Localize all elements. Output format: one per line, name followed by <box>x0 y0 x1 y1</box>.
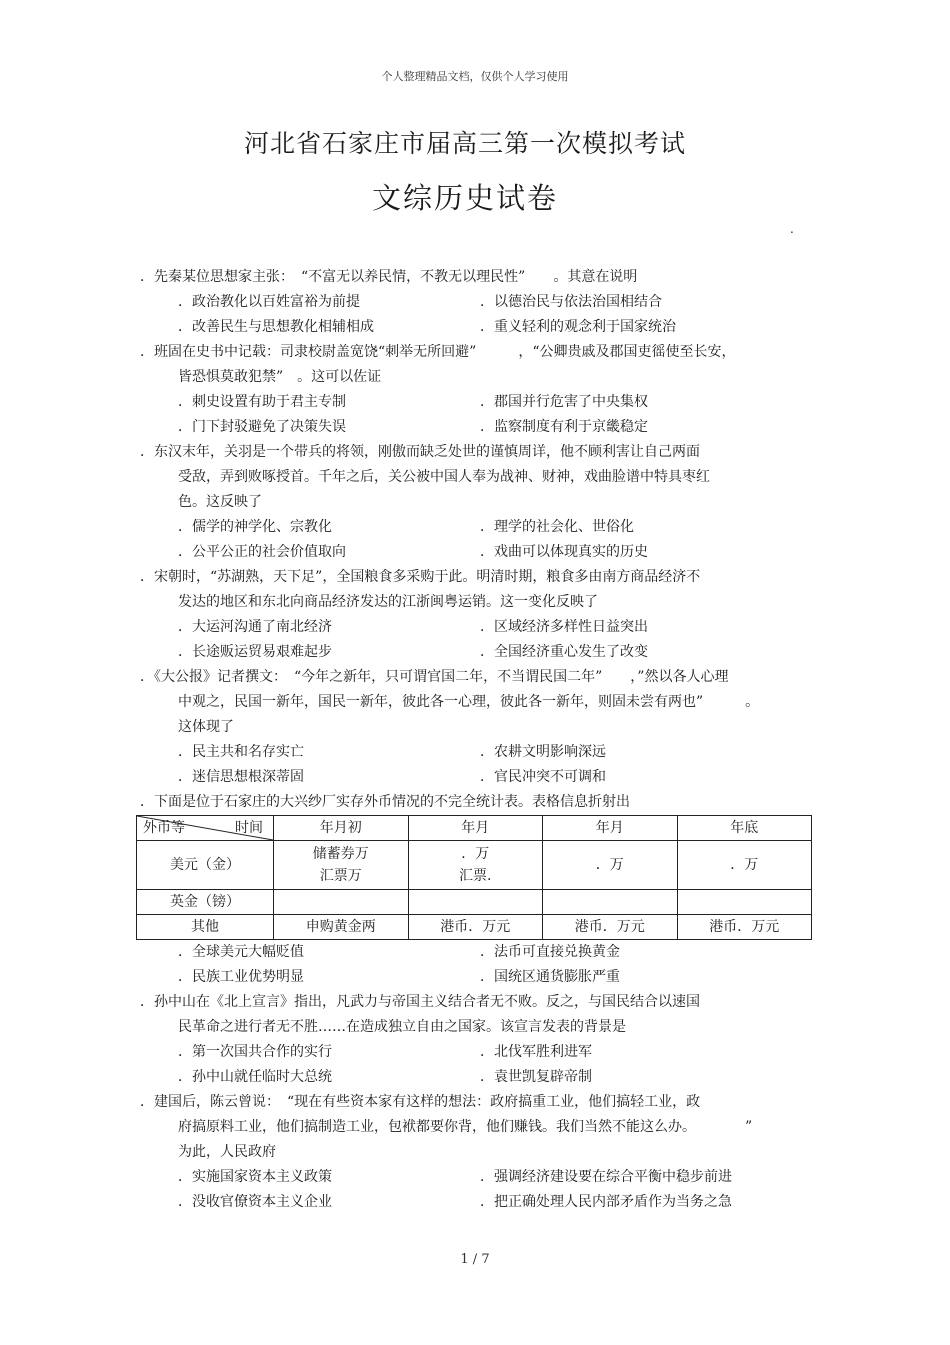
question-7 <box>140 990 820 1090</box>
option-row <box>140 615 820 640</box>
option-c: ．门下封驳避免了决策失误 <box>178 419 346 435</box>
option-c: ．没收官僚资本主义企业 <box>178 1194 332 1210</box>
question-4 <box>140 565 820 665</box>
question-2 <box>140 340 820 440</box>
row-label: 英金（镑） <box>137 890 274 915</box>
option-b: ．北伐军胜利进军 <box>480 1044 592 1060</box>
question-text: 发达的地区和东北向商品经济发达的江浙闽粤运销。这一变化反映了 <box>178 594 598 610</box>
option-row <box>140 1040 820 1065</box>
question-text: ．东汉末年，关羽是一个带兵的将领，刚傲而缺乏处世的谨慎周详，他不顾利害让自己两面 <box>140 444 700 460</box>
table-cell <box>677 890 812 915</box>
option-c: ．改善民生与思想教化相辅相成 <box>178 319 374 335</box>
option-b: ．农耕文明影响深远 <box>480 744 606 760</box>
question-5 <box>140 665 820 790</box>
option-a: ．政治教化以百姓富裕为前提 <box>178 294 360 310</box>
option-d: ．袁世凯复辟帝制 <box>480 1069 592 1085</box>
table-header-row <box>137 816 812 841</box>
option-row <box>140 415 820 440</box>
table-cell: 港币．万元 <box>677 915 812 940</box>
question-text: 为此，人民政府 <box>178 1144 276 1160</box>
cell-line: 汇票万 <box>319 868 362 884</box>
question-text: ．班固在史书中记载：司隶校尉盖宽饶“刺举无所回避” ，“公卿贵戚及郡国吏徭使至长安， <box>140 344 736 360</box>
cell-line: ．万 <box>461 846 490 862</box>
option-d: ．戏曲可以体现真实的历史 <box>480 544 648 560</box>
option-b: ．法币可直接兑换黄金 <box>480 944 620 960</box>
question-6 <box>140 790 820 990</box>
option-row <box>140 390 820 415</box>
question-text: 皆恐惧莫敢犯禁” 。这可以佐证 <box>178 369 382 385</box>
question-1 <box>140 265 820 340</box>
option-b: ．以德治民与依法治国相结合 <box>480 294 662 310</box>
question-text: 这体现了 <box>178 719 234 735</box>
question-8 <box>140 1090 820 1215</box>
question-list <box>140 265 820 1215</box>
page-header: 个人整理精品文档，仅供个人学习使用 <box>381 70 569 83</box>
question-3 <box>140 440 820 565</box>
option-row <box>140 740 820 765</box>
question-text: ．建国后，陈云曾说： “现在有些资本家有这样的想法：政府搞重工业，他们搞轻工业，政 <box>140 1094 701 1110</box>
option-row <box>140 640 820 665</box>
option-row <box>140 540 820 565</box>
table-cell: 港币．万元 <box>543 915 678 940</box>
exam-title: 河北省石家庄市届高三第一次模拟考试 <box>243 129 686 158</box>
table-row <box>137 915 812 940</box>
question-text: 府搞原料工业，他们搞制造工业，包袱都要你背，他们赚钱。我们当然不能这么办。 ” <box>178 1119 753 1135</box>
option-c: ．长途贩运贸易艰难起步 <box>178 644 332 660</box>
table-header: 年月 <box>408 816 543 841</box>
table-cell <box>543 890 678 915</box>
option-row <box>140 1165 820 1190</box>
table-header: 年月初 <box>274 816 409 841</box>
option-row <box>140 765 820 790</box>
option-row <box>140 515 820 540</box>
option-c: ．孙中山就任临时大总统 <box>178 1069 332 1085</box>
option-d: ．监察制度有利于京畿稳定 <box>480 419 648 435</box>
table-cell <box>274 841 409 890</box>
exam-subtitle: 文综历史试卷 <box>371 181 558 215</box>
question-text: 中观之，民国一新年，国民一新年，彼此各一心理，彼此各一新年，则固未尝有两也” 。 <box>178 694 760 710</box>
table-header: 年月 <box>543 816 678 841</box>
option-a: ．刺史设置有助于君主专制 <box>178 394 346 410</box>
table-corner-cell <box>137 816 274 841</box>
table-cell: ．万 <box>677 841 812 890</box>
table-cell: 申购黄金两 <box>274 915 409 940</box>
page-number: 1 / 7 <box>460 1252 490 1267</box>
currency-table <box>136 815 812 940</box>
option-d: ．全国经济重心发生了改变 <box>480 644 648 660</box>
corner-left-label: 外币等 <box>143 820 185 836</box>
option-c: ．民族工业优势明显 <box>178 969 304 985</box>
question-text: 受敌，弄到败啄授首。千年之后，关公被中国人奉为战神、财神，戏曲脸谱中特具枣红 <box>178 469 710 485</box>
table-row <box>137 841 812 890</box>
question-text: ．先秦某位思想家主张： “不富无以养民情，不教无以理民性” 。其意在说明 <box>140 269 638 285</box>
question-text: ．下面是位于石家庄的大兴纱厂实存外币情况的不完全统计表。表格信息折射出 <box>140 794 630 810</box>
option-d: ．把正确处理人民内部矛盾作为当务之急 <box>480 1194 732 1210</box>
option-c: ．公平公正的社会价值取向 <box>178 544 346 560</box>
question-text: 色。这反映了 <box>178 494 262 510</box>
option-a: ．大运河沟通了南北经济 <box>178 619 332 635</box>
option-d: ．重义轻利的观念利于国家统治 <box>480 319 676 335</box>
option-d: ．官民冲突不可调和 <box>480 769 606 785</box>
table-cell: ．万 <box>543 841 678 890</box>
option-a: ．实施国家资本主义政策 <box>178 1169 332 1185</box>
cell-line: 汇票. <box>459 868 492 884</box>
option-a: ．民主共和名存实亡 <box>178 744 304 760</box>
margin-mark: . <box>790 222 794 236</box>
row-label: 美元（金） <box>137 841 274 890</box>
table-cell <box>408 841 543 890</box>
option-a: ．儒学的神学化、宗教化 <box>178 519 332 535</box>
option-c: ．迷信思想根深蒂固 <box>178 769 304 785</box>
option-b: ．郡国并行危害了中央集权 <box>480 394 648 410</box>
row-label: 其他 <box>137 915 274 940</box>
question-text: ．宋朝时，“苏湖熟，天下足”，全国粮食多采购于此。明清时期，粮食多由南方商品经济不 <box>140 569 701 585</box>
option-row <box>140 315 820 340</box>
corner-right-label: 时间 <box>235 820 263 836</box>
table-row <box>137 890 812 915</box>
cell-line: 储蓄券万 <box>312 846 369 862</box>
option-row <box>140 1190 820 1215</box>
option-row <box>140 1065 820 1090</box>
table-cell <box>274 890 409 915</box>
option-row <box>140 965 820 990</box>
question-text: ．孙中山在《北上宣言》指出，凡武力与帝国主义结合者无不败。反之，与国民结合以速国 <box>140 994 700 1010</box>
table-cell: 港币．万元 <box>408 915 543 940</box>
option-b: ．强调经济建设要在综合平衡中稳步前进 <box>480 1169 732 1185</box>
question-text: 民革命之进行者无不胜……在造成独立自由之国家。该宣言发表的背景是 <box>178 1019 626 1035</box>
option-b: ．区域经济多样性日益突出 <box>480 619 648 635</box>
option-a: ．全球美元大幅贬值 <box>178 944 304 960</box>
table-header: 年底 <box>677 816 812 841</box>
option-row <box>140 940 820 965</box>
option-d: ．国统区通货膨胀严重 <box>480 969 620 985</box>
question-text: ．《大公报》记者撰文： “今年之新年，只可谓官国二年，不当谓民国二年” ，”然以各人心理 <box>140 669 729 685</box>
option-a: ．第一次国共合作的实行 <box>178 1044 332 1060</box>
table-cell <box>408 890 543 915</box>
option-row <box>140 290 820 315</box>
option-b: ．理学的社会化、世俗化 <box>480 519 634 535</box>
